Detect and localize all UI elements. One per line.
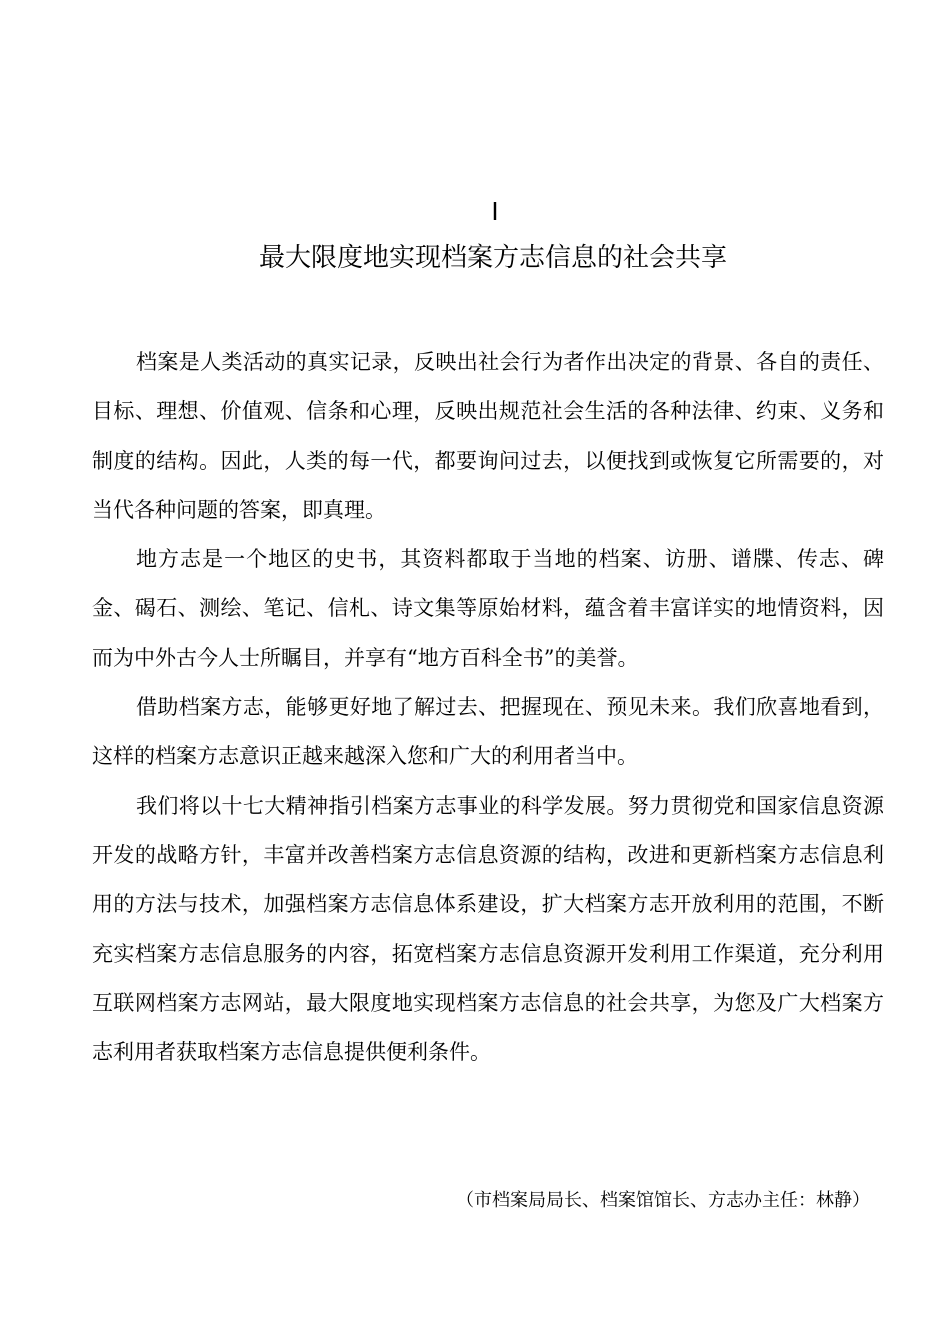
paragraph-awareness: 借助档案方志，能够更好地了解过去、把握现在、预见未来。我们欣喜地看到，这样的档案方志意识正越来越深入您和广大的利用者当中。 bbox=[92, 695, 884, 769]
page-title: 最大限度地实现档案方志信息的社会共享 bbox=[258, 243, 727, 273]
paragraph-local-chronicles: 地方志是一个地区的史书，其资料都取于当地的档案、访册、谱牒、传志、碑金、碣石、测绘、笔记、信札、诗文集等原始材料，蕴含着丰富详实的地情资料，因而为中外古今人士所瞩目，并享有“地方百科全书”的美誉。 bbox=[92, 547, 884, 670]
section-marker: I bbox=[491, 196, 499, 226]
document-body bbox=[92, 338, 884, 1077]
author-signature: （市档案局局长、档案馆馆长、方志办主任：林静） bbox=[456, 1190, 870, 1211]
paragraph-archives: 档案是人类活动的真实记录，反映出社会行为者作出决定的背景、各自的责任、目标、理想、价值观、信条和心理，反映出规范社会生活的各种法律、约束、义务和制度的结构。因此，人类的每一代，都要询问过去，以便找到或恢复它所需要的，对当代各种问题的答案，即真理。 bbox=[92, 350, 884, 522]
paragraph-development: 我们将以十七大精神指引档案方志事业的科学发展。努力贯彻党和国家信息资源开发的战略方针，丰富并改善档案方志信息资源的结构，改进和更新档案方志信息利用的方法与技术，加强档案方志信息体系建设，扩大档案方志开放利用的范围，不断充实档案方志信息服务的内容，拓宽档案方志信息资源开发利用工作渠道，充分利用互联网档案方志网站，最大限度地实现档案方志信息的社会共享，为您及广大档案方志利用者获取档案方志信息提供便利条件。 bbox=[92, 793, 884, 1065]
